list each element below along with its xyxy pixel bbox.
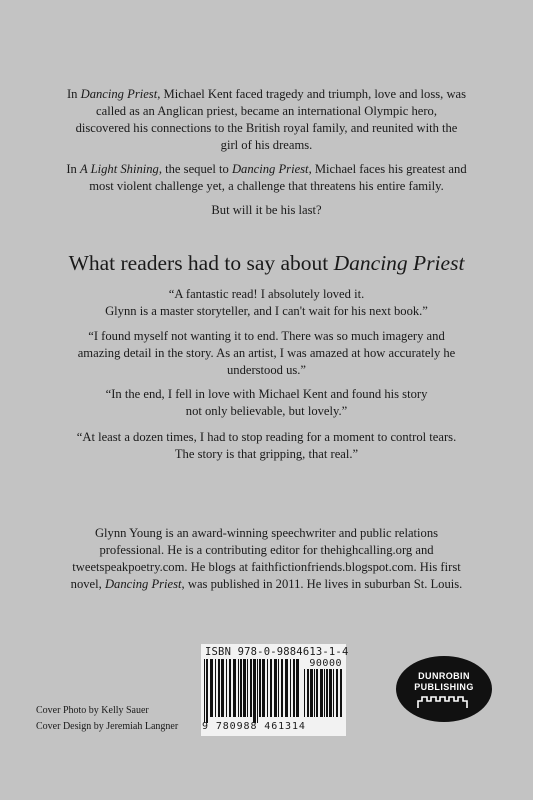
barcode-bar (296, 659, 299, 717)
cover-photo-credit: Cover Photo by Kelly Sauer (36, 705, 149, 716)
barcode-bar (310, 669, 313, 717)
barcode-bar (243, 659, 246, 717)
barcode-bar (290, 659, 291, 717)
barcode-bar (240, 659, 242, 717)
barcode-bar (293, 659, 295, 717)
synopsis-paragraph-2: In A Light Shining, the sequel to Dancing Priest, Michael faces his greatest and most violent challenge yet, a challenge that threatens his entire family. (66, 162, 467, 193)
barcode-bar (238, 659, 239, 717)
barcode-bar (320, 669, 323, 717)
barcode-bar (218, 659, 220, 717)
reader-quote: “I found myself not wanting it to end. There was so much imagery and amazing detail in the story. As an artist, I was amazed at how accurately he understood us.” (77, 329, 456, 377)
barcode-bar (336, 669, 338, 717)
barcode-digits: 9 780988 461314 (202, 721, 306, 732)
barcode-bar (210, 659, 213, 717)
reader-quote: “In the end, I fell in love with Michael Kent and found his story not only believable, but lovely.” (105, 387, 428, 418)
barcode-bar (204, 659, 205, 723)
barcode-bar (226, 659, 227, 717)
barcode-bar (278, 659, 279, 717)
barcode-bar (253, 659, 256, 723)
barcode-bar (247, 659, 248, 717)
barcode-bar (314, 669, 315, 717)
cover-design-credit: Cover Design by Jeremiah Langner (36, 721, 179, 732)
publisher-logo: DUNROBIN PUBLISHING (396, 656, 492, 722)
cover-credits (36, 703, 178, 735)
reader-quote: “A fantastic read! I absolutely loved it. Glynn is a master storyteller, and I can't wait for his next book.” (105, 287, 428, 318)
barcode-bar (304, 669, 305, 717)
synopsis-teaser: But will it be his last? (211, 203, 322, 217)
barcode-bar (324, 669, 325, 717)
book-title: Dancing Priest (104, 577, 182, 591)
barcode-bars (204, 659, 301, 723)
barcode-bar (215, 659, 216, 717)
barcode-bar (257, 659, 258, 723)
barcode-bar (233, 659, 236, 717)
barcode-bar (206, 659, 208, 723)
isbn-label: ISBN 978-0-9884613-1-4 (205, 646, 349, 658)
isbn-barcode (201, 644, 349, 736)
barcode-bar (267, 659, 268, 717)
barcode-bar (259, 659, 261, 717)
barcode-bar (281, 659, 283, 717)
barcode-bar (326, 669, 328, 717)
barcode-bar (285, 659, 288, 717)
barcode-bar (333, 669, 334, 717)
castle-battlement-icon (417, 695, 471, 709)
synopsis-paragraph-1: In Dancing Priest, Michael Kent faced tragedy and triumph, love and loss, was called as an Anglican priest, became an international Olympic hero, discovered his connections to the British royal family, and reunited with the girl of his dreams. (66, 87, 467, 152)
book-title: Dancing Priest (333, 251, 465, 275)
book-title: Dancing Priest (80, 87, 158, 101)
barcode-bar (274, 659, 277, 717)
barcode-bar (307, 669, 309, 717)
barcode-bar (316, 669, 318, 717)
price-code: 90000 (309, 658, 342, 669)
barcode-addon-bars (304, 669, 342, 723)
readers-heading: What readers had to say about Dancing Priest (68, 251, 465, 275)
barcode-bar (262, 659, 265, 717)
barcode-bar (270, 659, 272, 717)
barcode-bar (229, 659, 231, 717)
barcode-bar (250, 659, 252, 717)
book-title: Dancing Priest (231, 162, 309, 176)
book-title: A Light Shining (80, 162, 159, 176)
barcode-bar (329, 669, 332, 717)
author-bio: Glynn Young is an award-winning speechwriter and public relations professional. He is a contributing editor for thehighcalling.org and tweetspeakpoetry.com. He blogs at faithfictionfriends.blogspot.com. His first novel, Dancing Priest, was published in 2011. He lives in suburban St. Louis. (70, 526, 463, 591)
barcode-bar (340, 669, 342, 717)
reader-quote: “At least a dozen times, I had to stop reading for a moment to control tears. The story is that gripping, that real.” (76, 430, 457, 461)
barcode-bar (221, 659, 224, 717)
